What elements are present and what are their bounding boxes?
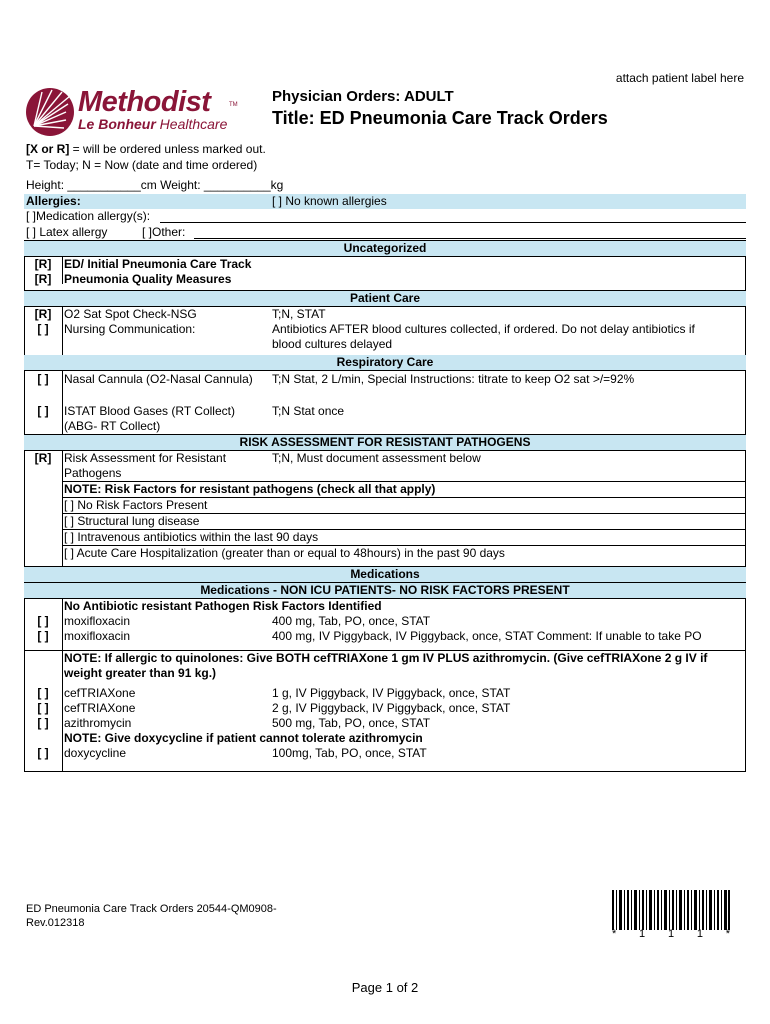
quinolone-note: NOTE: If allergic to quinolones: Give BOTH cefTRIAXone 1 gm IV PLUS azithromycin. (Give cefTRIAXone 2 g IV if	[64, 651, 708, 665]
allergies-label: Allergies:	[26, 194, 81, 208]
order-checkbox[interactable]: [ ]	[37, 322, 49, 336]
quinolone-note-cont: weight greater than 91 kg.)	[64, 666, 217, 680]
order-item-cont: Pathogens	[64, 466, 122, 480]
med-heading: No Antibiotic resistant Pathogen Risk Factors Identified	[64, 599, 382, 613]
order-detail: 1 g, IV Piggyback, IV Piggyback, once, STAT	[272, 686, 511, 700]
order-detail: 400 mg, Tab, PO, once, STAT	[272, 614, 431, 628]
legend-time-line: T= Today; N = Now (date and time ordered)	[26, 158, 258, 172]
other-allergy-field[interactable]: [ ]Other:	[142, 225, 186, 239]
legend-line: [X or R] = will be ordered unless marked out.	[26, 142, 266, 156]
form-title: Title: ED Pneumonia Care Track Orders	[272, 108, 608, 128]
order-row[interactable]	[24, 451, 746, 466]
methodist-logo	[24, 86, 244, 136]
order-item: Risk Assessment for Resistant	[64, 451, 227, 465]
order-detail: Antibiotics AFTER blood cultures collected, if ordered. Do not delay antibiotics if	[272, 322, 695, 336]
order-item: cefTRIAXone	[64, 701, 136, 715]
section-header-risk: RISK ASSESSMENT FOR RESISTANT PATHOGENS	[24, 434, 746, 451]
order-checkbox[interactable]: [ ]	[37, 746, 49, 760]
order-checkbox[interactable]: [R]	[34, 272, 52, 286]
order-row[interactable]	[24, 686, 746, 701]
order-item: ISTAT Blood Gases (RT Collect)	[64, 404, 235, 418]
order-detail: T;N, STAT	[272, 307, 326, 321]
risk-factor-checkbox[interactable]: [ ] No Risk Factors Present	[64, 498, 208, 512]
order-row[interactable]	[24, 372, 746, 387]
order-row[interactable]	[24, 322, 746, 337]
order-item: Nasal Cannula (O2-Nasal Cannula)	[64, 372, 253, 386]
risk-factor-checkbox[interactable]: [ ] Structural lung disease	[64, 514, 200, 528]
logo-tm: TM	[229, 102, 238, 108]
order-detail: 2 g, IV Piggyback, IV Piggyback, once, STAT	[272, 701, 511, 715]
section-header-respiratory: Respiratory Care	[24, 355, 746, 371]
order-checkbox[interactable]: [R]	[34, 451, 52, 465]
height-weight-field[interactable]: Height: ___________cm Weight: __________kg	[26, 178, 284, 192]
attach-label: attach patient label here	[615, 71, 744, 85]
order-checkbox[interactable]: [ ]	[37, 686, 49, 700]
order-item: O2 Sat Spot Check-NSG	[64, 307, 197, 321]
order-item: ED/ Initial Pneumonia Care Track	[64, 257, 252, 271]
order-row[interactable]	[24, 257, 746, 272]
sunburst-logo-icon	[24, 86, 76, 138]
order-row[interactable]	[24, 746, 746, 761]
risk-note: NOTE: Risk Factors for resistant pathogens (check all that apply)	[64, 482, 436, 496]
order-checkbox[interactable]: [ ]	[37, 629, 49, 643]
form-subtitle: Physician Orders: ADULT	[272, 88, 454, 105]
order-item: Pneumonia Quality Measures	[64, 272, 232, 286]
order-detail: 100mg, Tab, PO, once, STAT	[272, 746, 427, 760]
order-item: moxifloxacin	[64, 614, 131, 628]
order-row[interactable]	[24, 716, 746, 731]
order-detail: 400 mg, IV Piggyback, IV Piggyback, once, STAT Comment: If unable to take PO	[272, 629, 702, 643]
order-checkbox[interactable]: [ ]	[37, 716, 49, 730]
section-header-patient-care: Patient Care	[24, 290, 746, 307]
order-item: Nursing Communication:	[64, 322, 196, 336]
risk-factor-checkbox[interactable]: [ ] Acute Care Hospitalization (greater than or equal to 48hours) in the past 90 days	[64, 546, 505, 560]
order-item: cefTRIAXone	[64, 686, 136, 700]
order-item: azithromycin	[64, 716, 132, 730]
order-row[interactable]	[24, 307, 746, 322]
section-header-uncategorized: Uncategorized	[24, 240, 746, 257]
order-row[interactable]	[24, 701, 746, 716]
order-row[interactable]	[24, 629, 746, 644]
no-known-allergies-checkbox[interactable]: [ ] No known allergies	[272, 194, 387, 208]
form-id: ED Pneumonia Care Track Orders 20544-QM0908- Rev.012318	[26, 903, 277, 929]
order-detail: 500 mg, Tab, PO, once, STAT	[272, 716, 431, 730]
logo-subtitle: Le Bonheur Healthcare	[78, 116, 228, 132]
order-checkbox[interactable]: [ ]	[37, 404, 49, 418]
latex-allergy-checkbox[interactable]: [ ] Latex allergy	[26, 225, 108, 239]
order-checkbox[interactable]: [ ]	[37, 701, 49, 715]
order-row[interactable]	[24, 272, 746, 287]
order-detail: T;N, Must document assessment below	[272, 451, 481, 465]
doxycycline-note: NOTE: Give doxycycline if patient cannot tolerate azithromycin	[64, 731, 423, 745]
order-row[interactable]	[24, 404, 746, 419]
order-item-cont: (ABG- RT Collect)	[64, 419, 161, 433]
order-checkbox[interactable]: [ ]	[37, 614, 49, 628]
order-row[interactable]	[24, 614, 746, 629]
order-detail-cont: blood cultures delayed	[272, 337, 393, 351]
barcode-icon	[612, 890, 730, 930]
order-checkbox[interactable]: [R]	[34, 257, 52, 271]
barcode-text: * 1 1 1 *	[612, 928, 730, 940]
section-header-medications: Medications	[24, 566, 746, 583]
order-detail: T;N Stat once	[272, 404, 345, 418]
order-checkbox[interactable]: [ ]	[37, 372, 49, 386]
risk-factor-checkbox[interactable]: [ ] Intravenous antibiotics within the last 90 days	[64, 530, 319, 544]
order-item: moxifloxacin	[64, 629, 131, 643]
order-checkbox[interactable]: [R]	[34, 307, 52, 321]
medication-allergy-field[interactable]: [ ]Medication allergy(s):	[26, 209, 151, 223]
section-uncategorized	[24, 240, 746, 257]
allergies-block	[24, 194, 746, 240]
section-header-med-sub: Medications - NON ICU PATIENTS- NO RISK FACTORS PRESENT	[24, 583, 746, 599]
logo-name: Methodist	[78, 86, 211, 118]
page-number: Page 1 of 2	[351, 980, 419, 995]
order-detail: T;N Stat, 2 L/min, Special Instructions: titrate to keep O2 sat >/=92%	[272, 372, 635, 386]
order-item: doxycycline	[64, 746, 127, 760]
